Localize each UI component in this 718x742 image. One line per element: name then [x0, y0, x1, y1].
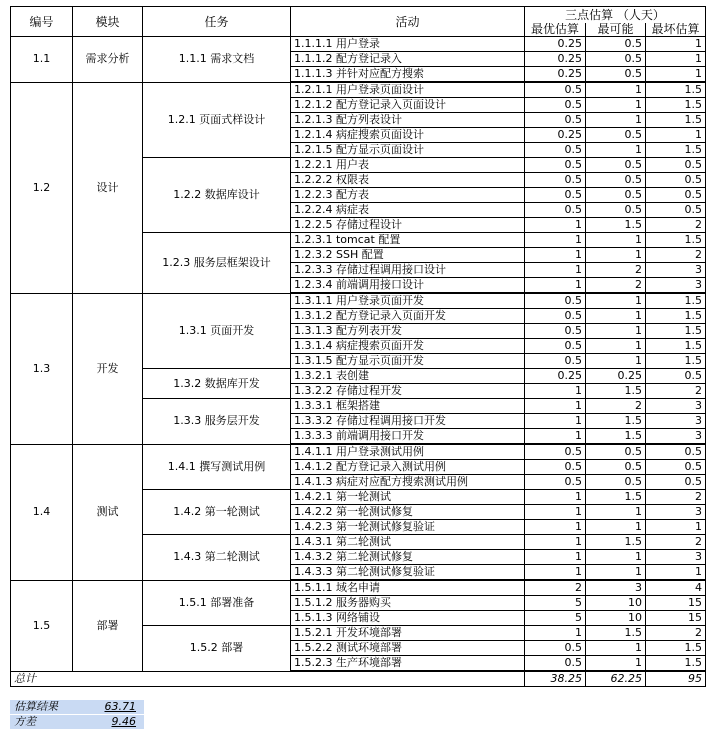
activity-name: 1.4.3.1 第二轮测试	[291, 535, 525, 550]
estimate-result-value: 63.71	[104, 700, 136, 713]
pessimistic-value: 0.5	[646, 158, 706, 173]
optimistic-value: 0.5	[525, 188, 586, 203]
likely-value: 2	[586, 263, 646, 278]
likely-value: 1.5	[586, 490, 646, 505]
pessimistic-value: 2	[646, 384, 706, 399]
likely-value: 0.5	[586, 188, 646, 203]
optimistic-value: 1	[525, 626, 586, 641]
estimate-result-label: 估算结果	[14, 700, 58, 713]
header-pessimistic: 最坏估算	[646, 23, 706, 37]
activity-name: 1.5.1.1 域名申请	[291, 580, 525, 596]
task-name: 1.2.2 数据库设计	[143, 158, 291, 233]
optimistic-value: 1	[525, 263, 586, 278]
optimistic-value: 0.5	[525, 339, 586, 354]
pessimistic-value: 2	[646, 490, 706, 505]
likely-value: 1	[586, 293, 646, 309]
module-name: 部署	[73, 580, 143, 671]
module-id: 1.3	[11, 293, 73, 444]
total-likely: 62.25	[586, 671, 646, 687]
optimistic-value: 5	[525, 596, 586, 611]
optimistic-value: 0.25	[525, 37, 586, 52]
pessimistic-value: 15	[646, 596, 706, 611]
activity-name: 1.2.1.1 用户登录页面设计	[291, 82, 525, 98]
likely-value: 1	[586, 98, 646, 113]
pessimistic-value: 1	[646, 565, 706, 581]
header-task: 任务	[143, 7, 291, 37]
header-row	[11, 7, 706, 24]
header-module: 模块	[73, 7, 143, 37]
activity-name: 1.2.2.5 存储过程设计	[291, 218, 525, 233]
table-row	[11, 444, 706, 460]
task-name: 1.4.2 第一轮测试	[143, 490, 291, 535]
header-optimistic: 最优估算	[525, 23, 586, 37]
activity-name: 1.2.1.4 病症搜索页面设计	[291, 128, 525, 143]
activity-name: 1.5.2.3 生产环境部署	[291, 656, 525, 672]
pessimistic-value: 1	[646, 67, 706, 83]
activity-name: 1.2.2.4 病症表	[291, 203, 525, 218]
pessimistic-value: 15	[646, 611, 706, 626]
wbs-estimate-table	[10, 6, 706, 687]
likely-value: 0.5	[586, 444, 646, 460]
optimistic-value: 0.5	[525, 293, 586, 309]
activity-name: 1.5.1.3 网络铺设	[291, 611, 525, 626]
optimistic-value: 0.25	[525, 369, 586, 384]
likely-value: 0.5	[586, 203, 646, 218]
variance-label: 方差	[14, 715, 36, 728]
optimistic-value: 1	[525, 429, 586, 445]
total-optimistic: 38.25	[525, 671, 586, 687]
activity-name: 1.5.1.2 服务器购买	[291, 596, 525, 611]
activity-name: 1.2.2.2 权限表	[291, 173, 525, 188]
likely-value: 0.5	[586, 67, 646, 83]
likely-value: 2	[586, 278, 646, 294]
module-id: 1.4	[11, 444, 73, 580]
activity-name: 1.2.3.3 存储过程调用接口设计	[291, 263, 525, 278]
optimistic-value: 0.5	[525, 444, 586, 460]
likely-value: 1.5	[586, 429, 646, 445]
variance-row	[10, 715, 144, 729]
pessimistic-value: 1.5	[646, 309, 706, 324]
total-row	[11, 671, 706, 687]
pessimistic-value: 4	[646, 580, 706, 596]
likely-value: 1	[586, 82, 646, 98]
module-id: 1.5	[11, 580, 73, 671]
optimistic-value: 1	[525, 414, 586, 429]
pessimistic-value: 1.5	[646, 233, 706, 248]
likely-value: 1	[586, 550, 646, 565]
module-name: 设计	[73, 82, 143, 293]
pessimistic-value: 1.5	[646, 324, 706, 339]
task-name: 1.4.1 撰写测试用例	[143, 444, 291, 490]
pessimistic-value: 1.5	[646, 113, 706, 128]
summary-block	[10, 700, 144, 730]
activity-name: 1.2.1.2 配方登记录入页面设计	[291, 98, 525, 113]
total-label: 总计	[11, 671, 525, 687]
pessimistic-value: 1	[646, 128, 706, 143]
pessimistic-value: 0.5	[646, 460, 706, 475]
optimistic-value: 1	[525, 278, 586, 294]
header-likely: 最可能	[586, 23, 646, 37]
pessimistic-value: 2	[646, 535, 706, 550]
optimistic-value: 0.5	[525, 309, 586, 324]
header-id: 编号	[11, 7, 73, 37]
likely-value: 0.5	[586, 158, 646, 173]
optimistic-value: 0.5	[525, 641, 586, 656]
activity-name: 1.3.3.3 前端调用接口开发	[291, 429, 525, 445]
table-row	[11, 580, 706, 596]
likely-value: 1.5	[586, 218, 646, 233]
pessimistic-value: 1.5	[646, 143, 706, 158]
task-name: 1.3.3 服务层开发	[143, 399, 291, 445]
optimistic-value: 0.5	[525, 82, 586, 98]
optimistic-value: 0.25	[525, 67, 586, 83]
activity-name: 1.3.1.1 用户登录页面开发	[291, 293, 525, 309]
activity-name: 1.2.1.5 配方显示页面设计	[291, 143, 525, 158]
likely-value: 0.5	[586, 460, 646, 475]
optimistic-value: 2	[525, 580, 586, 596]
optimistic-value: 1	[525, 218, 586, 233]
activity-name: 1.4.1.3 病症对应配方搜索测试用例	[291, 475, 525, 490]
module-id: 1.1	[11, 37, 73, 83]
likely-value: 1	[586, 113, 646, 128]
optimistic-value: 0.5	[525, 113, 586, 128]
likely-value: 3	[586, 580, 646, 596]
activity-name: 1.3.1.3 配方列表开发	[291, 324, 525, 339]
optimistic-value: 1	[525, 505, 586, 520]
module-id: 1.2	[11, 82, 73, 293]
header-activity: 活动	[291, 7, 525, 37]
activity-name: 1.4.2.2 第一轮测试修复	[291, 505, 525, 520]
optimistic-value: 1	[525, 399, 586, 414]
likely-value: 1.5	[586, 626, 646, 641]
pessimistic-value: 0.5	[646, 188, 706, 203]
activity-name: 1.3.3.1 框架搭建	[291, 399, 525, 414]
likely-value: 1	[586, 339, 646, 354]
activity-name: 1.1.1.3 并针对应配方搜索	[291, 67, 525, 83]
pessimistic-value: 3	[646, 278, 706, 294]
likely-value: 0.5	[586, 128, 646, 143]
activity-name: 1.4.3.3 第二轮测试修复验证	[291, 565, 525, 581]
activity-name: 1.2.2.1 用户表	[291, 158, 525, 173]
activity-name: 1.3.2.2 存储过程开发	[291, 384, 525, 399]
estimate-result-row	[10, 700, 144, 714]
optimistic-value: 0.5	[525, 173, 586, 188]
pessimistic-value: 1.5	[646, 354, 706, 369]
likely-value: 1.5	[586, 414, 646, 429]
likely-value: 0.5	[586, 52, 646, 67]
pessimistic-value: 3	[646, 505, 706, 520]
total-pessimistic: 95	[646, 671, 706, 687]
table-row	[11, 37, 706, 52]
pessimistic-value: 1	[646, 520, 706, 535]
optimistic-value: 1	[525, 490, 586, 505]
module-name: 测试	[73, 444, 143, 580]
module-name: 需求分析	[73, 37, 143, 83]
task-name: 1.1.1 需求文档	[143, 37, 291, 83]
optimistic-value: 0.25	[525, 52, 586, 67]
activity-name: 1.2.3.1 tomcat 配置	[291, 233, 525, 248]
pessimistic-value: 1.5	[646, 98, 706, 113]
likely-value: 1	[586, 143, 646, 158]
optimistic-value: 0.5	[525, 143, 586, 158]
likely-value: 1.5	[586, 384, 646, 399]
pessimistic-value: 1	[646, 52, 706, 67]
activity-name: 1.4.2.3 第一轮测试修复验证	[291, 520, 525, 535]
optimistic-value: 0.5	[525, 460, 586, 475]
optimistic-value: 0.5	[525, 656, 586, 672]
likely-value: 0.5	[586, 173, 646, 188]
activity-name: 1.1.1.1 用户登录	[291, 37, 525, 52]
activity-name: 1.3.1.4 病症搜索页面开发	[291, 339, 525, 354]
pessimistic-value: 3	[646, 399, 706, 414]
pessimistic-value: 1.5	[646, 656, 706, 672]
optimistic-value: 0.5	[525, 98, 586, 113]
activity-name: 1.3.3.2 存储过程调用接口开发	[291, 414, 525, 429]
optimistic-value: 1	[525, 550, 586, 565]
pessimistic-value: 2	[646, 248, 706, 263]
optimistic-value: 1	[525, 248, 586, 263]
pessimistic-value: 0.5	[646, 203, 706, 218]
likely-value: 1	[586, 324, 646, 339]
activity-name: 1.3.2.1 表创建	[291, 369, 525, 384]
likely-value: 1	[586, 641, 646, 656]
module-name: 开发	[73, 293, 143, 444]
likely-value: 1	[586, 354, 646, 369]
optimistic-value: 1	[525, 535, 586, 550]
pessimistic-value: 3	[646, 263, 706, 278]
likely-value: 10	[586, 596, 646, 611]
pessimistic-value: 1	[646, 37, 706, 52]
pessimistic-value: 2	[646, 218, 706, 233]
task-name: 1.3.1 页面开发	[143, 293, 291, 369]
activity-name: 1.4.3.2 第二轮测试修复	[291, 550, 525, 565]
task-name: 1.5.1 部署准备	[143, 580, 291, 626]
activity-name: 1.5.2.2 测试环境部署	[291, 641, 525, 656]
variance-value: 9.46	[111, 715, 136, 728]
optimistic-value: 0.5	[525, 158, 586, 173]
optimistic-value: 0.5	[525, 354, 586, 369]
task-name: 1.2.1 页面式样设计	[143, 82, 291, 158]
task-name: 1.3.2 数据库开发	[143, 369, 291, 399]
activity-name: 1.1.1.2 配方登记录入	[291, 52, 525, 67]
activity-name: 1.2.1.3 配方列表设计	[291, 113, 525, 128]
activity-name: 1.3.1.2 配方登记录入页面开发	[291, 309, 525, 324]
table-row	[11, 293, 706, 309]
optimistic-value: 1	[525, 233, 586, 248]
pessimistic-value: 0.5	[646, 444, 706, 460]
optimistic-value: 1	[525, 565, 586, 581]
likely-value: 1	[586, 233, 646, 248]
activity-name: 1.2.3.2 SSH 配置	[291, 248, 525, 263]
pessimistic-value: 2	[646, 626, 706, 641]
pessimistic-value: 0.5	[646, 173, 706, 188]
optimistic-value: 0.5	[525, 203, 586, 218]
pessimistic-value: 1.5	[646, 339, 706, 354]
optimistic-value: 1	[525, 520, 586, 535]
pessimistic-value: 3	[646, 429, 706, 445]
likely-value: 1	[586, 248, 646, 263]
pessimistic-value: 3	[646, 550, 706, 565]
pessimistic-value: 0.5	[646, 475, 706, 490]
activity-name: 1.4.1.2 配方登记录入测试用例	[291, 460, 525, 475]
likely-value: 0.5	[586, 37, 646, 52]
activity-name: 1.4.2.1 第一轮测试	[291, 490, 525, 505]
activity-name: 1.2.3.4 前端调用接口设计	[291, 278, 525, 294]
likely-value: 1.5	[586, 535, 646, 550]
pessimistic-value: 3	[646, 414, 706, 429]
likely-value: 1	[586, 505, 646, 520]
likely-value: 0.25	[586, 369, 646, 384]
likely-value: 1	[586, 309, 646, 324]
activity-name: 1.2.2.3 配方表	[291, 188, 525, 203]
optimistic-value: 1	[525, 384, 586, 399]
activity-name: 1.4.1.1 用户登录测试用例	[291, 444, 525, 460]
likely-value: 10	[586, 611, 646, 626]
task-name: 1.4.3 第二轮测试	[143, 535, 291, 581]
likely-value: 2	[586, 399, 646, 414]
pessimistic-value: 1.5	[646, 293, 706, 309]
optimistic-value: 5	[525, 611, 586, 626]
optimistic-value: 0.25	[525, 128, 586, 143]
likely-value: 0.5	[586, 475, 646, 490]
task-name: 1.5.2 部署	[143, 626, 291, 672]
header-estimate-group: 三点估算 （人天）	[525, 7, 706, 24]
pessimistic-value: 1.5	[646, 641, 706, 656]
likely-value: 1	[586, 520, 646, 535]
activity-name: 1.5.2.1 开发环境部署	[291, 626, 525, 641]
activity-name: 1.3.1.5 配方显示页面开发	[291, 354, 525, 369]
pessimistic-value: 1.5	[646, 82, 706, 98]
task-name: 1.2.3 服务层框架设计	[143, 233, 291, 294]
likely-value: 1	[586, 565, 646, 581]
table-row	[11, 82, 706, 98]
likely-value: 1	[586, 656, 646, 672]
optimistic-value: 0.5	[525, 324, 586, 339]
pessimistic-value: 0.5	[646, 369, 706, 384]
optimistic-value: 0.5	[525, 475, 586, 490]
